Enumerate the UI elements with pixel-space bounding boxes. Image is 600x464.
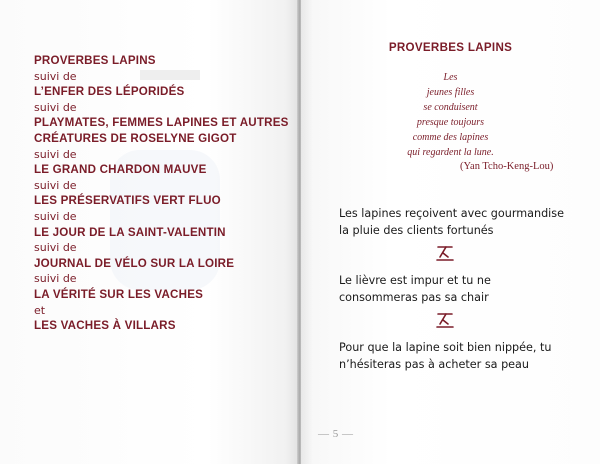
toc-connector: suivi de — [34, 241, 77, 255]
toc-connector: suivi de — [34, 100, 77, 114]
epigraph-attribution: (Yan Tcho-Keng-Lou) — [460, 161, 554, 172]
toc-connector: et — [34, 303, 46, 317]
chinese-character-icon — [435, 244, 455, 262]
proverb-3: Pour que la lapine soit bien nippée, tu n’hésiteras pas à acheter sa peau — [339, 341, 552, 371]
toc-connector: suivi de — [34, 147, 77, 161]
epigraph-line: se conduisent — [423, 102, 478, 113]
toc-title-line: PROVERBES LAPINS — [34, 54, 156, 67]
left-page — [0, 0, 298, 464]
toc-title-line: LA VÉRITÉ SUR LES VACHES — [34, 287, 204, 301]
toc-connector: suivi de — [34, 272, 77, 286]
proverb-2: Le lièvre est impur et tu ne consommeras pas sa chair — [339, 274, 491, 304]
toc-title-line: JOURNAL DE VÉLO SUR LA LOIRE — [34, 256, 235, 270]
page-title: PROVERBES LAPINS — [388, 41, 513, 54]
toc-connector: suivi de — [34, 69, 77, 83]
toc-title-line: LE GRAND CHARDON MAUVE — [34, 163, 207, 177]
epigraph-line: Les — [443, 72, 458, 83]
toc-title-line: L’ENFER DES LÉPORIDÉS — [34, 85, 185, 99]
proverb-1: Les lapines reçoivent avec gourmandise la pluie des clients fortunés — [339, 207, 564, 237]
toc-title-line: CRÉATURES DE ROSELYNE GIGOT — [34, 131, 237, 145]
epigraph-line: comme des lapines — [412, 132, 489, 143]
page-number: — 5 — — [318, 428, 354, 440]
toc-connector: suivi de — [34, 209, 77, 223]
table-of-contents — [34, 53, 289, 334]
epigraph-line: presque toujours — [416, 117, 485, 128]
toc-title-line: PLAYMATES, FEMMES LAPINES ET AUTRES — [34, 116, 289, 130]
epigraph — [301, 70, 600, 160]
chinese-character-icon — [435, 311, 455, 329]
epigraph-line: jeunes filles — [426, 87, 475, 98]
toc-title-line: LES PRÉSERVATIFS VERT FLUO — [34, 194, 221, 208]
toc-title-line: LES VACHES À VILLARS — [34, 319, 176, 333]
toc-connector: suivi de — [34, 178, 77, 192]
toc-title-line: LE JOUR DE LA SAINT-VALENTIN — [34, 225, 226, 239]
epigraph-line: qui regardent la lune. — [407, 147, 494, 158]
